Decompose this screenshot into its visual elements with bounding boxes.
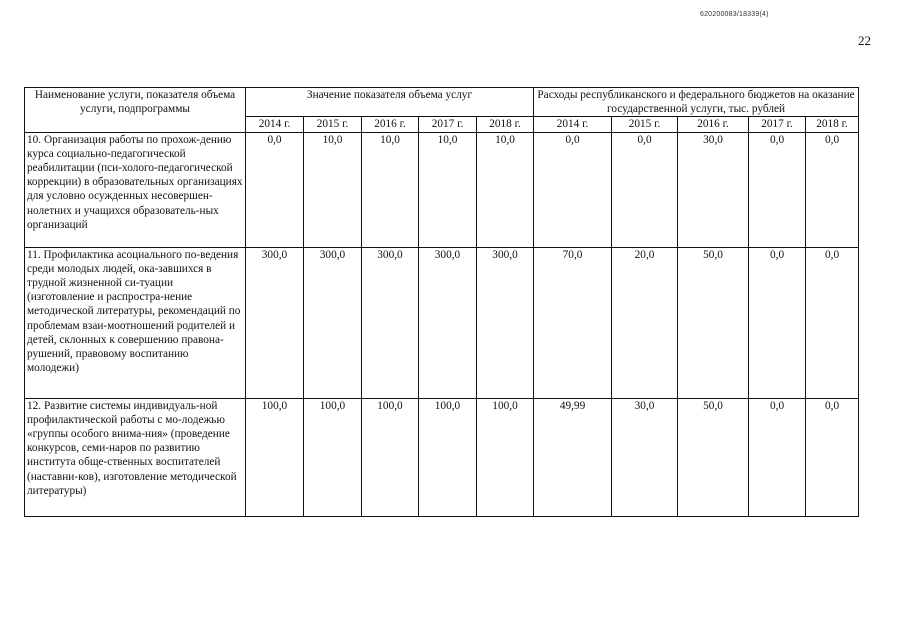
expense-value-cell: 50,0 — [678, 247, 749, 398]
year-header-volume: 2015 г. — [304, 117, 362, 132]
volume-value-cell: 100,0 — [362, 398, 419, 516]
volume-value-cell: 100,0 — [246, 398, 304, 516]
year-header-expenses: 2015 г. — [612, 117, 678, 132]
expense-value-cell: 50,0 — [678, 398, 749, 516]
volume-value-cell: 100,0 — [304, 398, 362, 516]
table-row — [25, 398, 859, 516]
header-row — [25, 88, 859, 117]
expense-value-cell: 0,0 — [806, 398, 859, 516]
year-header-expenses: 2018 г. — [806, 117, 859, 132]
expense-value-cell: 0,0 — [534, 132, 612, 247]
page-number: 22 — [858, 33, 871, 48]
table-row — [25, 247, 859, 398]
document-code: 620200083/18339(4) — [700, 11, 769, 18]
service-name-cell: 11. Профилактика асоциального по-ведения среди молодых людей, ока-завшихся в трудной жизненной си-туации (изготовление и распростра-нение методической литературы, рекомендаций по проблемам взаи-моотношений родителей и детей, склонных к совершению правона-рушений, правовому воспитанию молодежи) — [25, 247, 246, 398]
expense-value-cell: 30,0 — [678, 132, 749, 247]
year-header-volume: 2014 г. — [246, 117, 304, 132]
expense-value-cell: 30,0 — [612, 398, 678, 516]
volume-value-cell: 300,0 — [304, 247, 362, 398]
expense-value-cell: 0,0 — [749, 398, 806, 516]
expense-value-cell: 70,0 — [534, 247, 612, 398]
services-table — [24, 87, 859, 517]
expense-value-cell: 0,0 — [749, 247, 806, 398]
expense-value-cell: 49,99 — [534, 398, 612, 516]
volume-value-cell: 10,0 — [419, 132, 477, 247]
header-service-name: Наименование услуги, показателя объема услуги, подпрограммы — [25, 88, 246, 133]
volume-value-cell: 300,0 — [477, 247, 534, 398]
volume-value-cell: 10,0 — [304, 132, 362, 247]
year-header-volume: 2017 г. — [419, 117, 477, 132]
expense-value-cell: 0,0 — [749, 132, 806, 247]
volume-value-cell: 10,0 — [362, 132, 419, 247]
year-header-expenses: 2014 г. — [534, 117, 612, 132]
volume-value-cell: 10,0 — [477, 132, 534, 247]
header-budget-expenses: Расходы республиканского и федерального бюджетов на оказание государственной услуги, тыс. рублей — [534, 88, 859, 117]
year-header-volume: 2018 г. — [477, 117, 534, 132]
volume-value-cell: 100,0 — [477, 398, 534, 516]
volume-value-cell: 0,0 — [246, 132, 304, 247]
service-name-cell: 10. Организация работы по прохож-дению курса социально-педагогической реабилитации (пси-холого-педагогической коррекции) в образовательных организациях для условно осужденных несовершен-нолетних и учащихся образователь-ных организаций — [25, 132, 246, 247]
year-header-expenses: 2016 г. — [678, 117, 749, 132]
year-header-volume: 2016 г. — [362, 117, 419, 132]
expense-value-cell: 20,0 — [612, 247, 678, 398]
expense-value-cell: 0,0 — [612, 132, 678, 247]
volume-value-cell: 300,0 — [246, 247, 304, 398]
expense-value-cell: 0,0 — [806, 132, 859, 247]
volume-value-cell: 300,0 — [419, 247, 477, 398]
table-row — [25, 132, 859, 247]
volume-value-cell: 100,0 — [419, 398, 477, 516]
expense-value-cell: 0,0 — [806, 247, 859, 398]
header-volume-values: Значение показателя объема услуг — [246, 88, 534, 117]
volume-value-cell: 300,0 — [362, 247, 419, 398]
service-name-cell: 12. Развитие системы индивидуаль-ной профилактической работы с мо-лодежью «группы особого внима-ния» (проведение конкурсов, семи-наров по развитию института обще-ственных воспитателей (наставни-ков), изготовление методической литературы) — [25, 398, 246, 516]
year-header-expenses: 2017 г. — [749, 117, 806, 132]
